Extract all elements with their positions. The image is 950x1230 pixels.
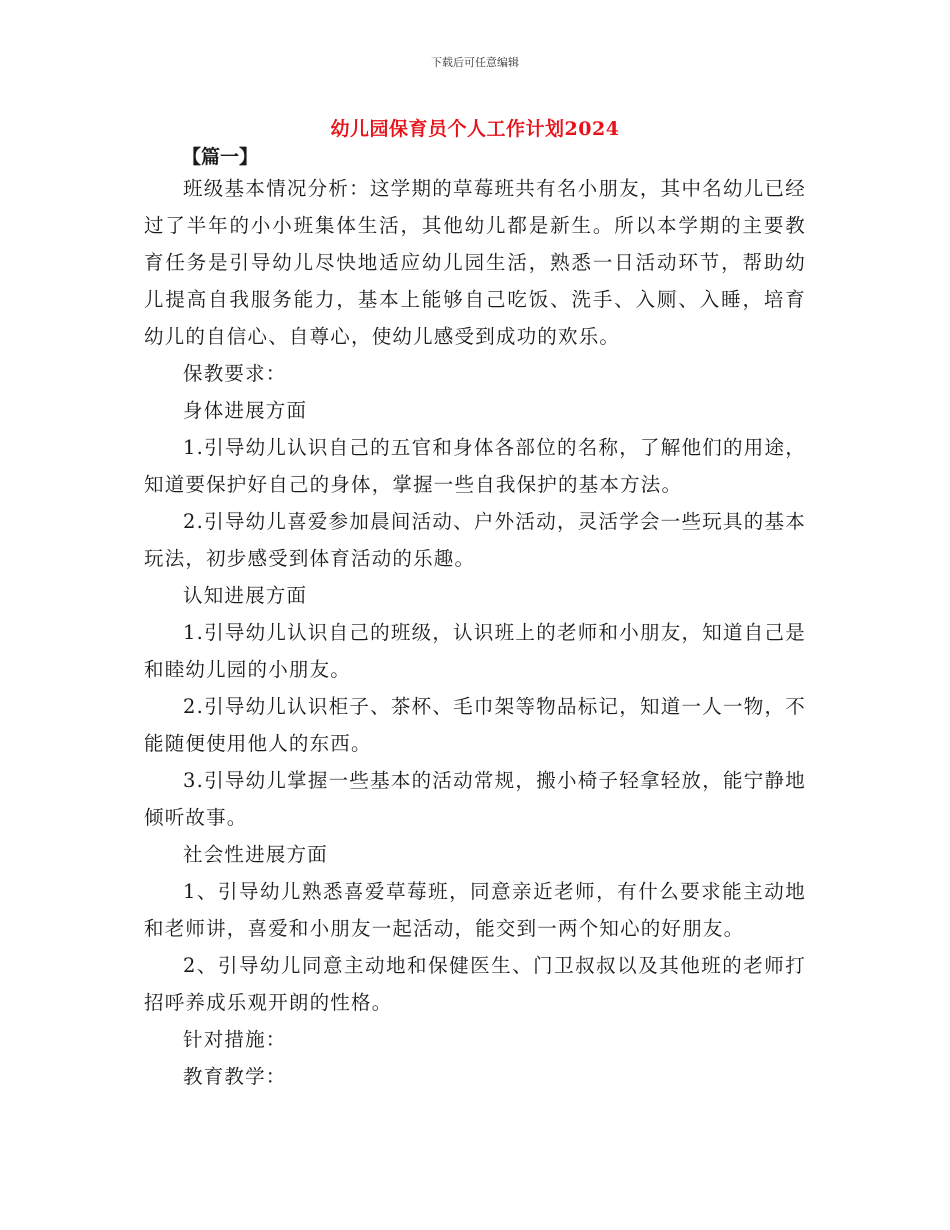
paragraph-cognitive-3: 3.引导幼儿掌握一些基本的活动常规，搬小椅子轻拿轻放，能宁静地倾听故事。 [144, 769, 806, 829]
paragraph-social-2: 2、引导幼儿同意主动地和保健医生、门卫叔叔以及其他班的老师打招呼养成乐观开朗的性格。 [144, 954, 806, 1014]
document-title: 幼儿园保育员个人工作计划2024 [330, 118, 620, 140]
section-label: 【篇一】 [182, 146, 259, 168]
paragraph-physical-heading: 身体进展方面 [183, 399, 308, 422]
paragraph-class-analysis: 班级基本情况分析：这学期的草莓班共有名小朋友，其中名幼儿已经过了半年的小小班集体生活，其他幼儿都是新生。所以本学期的主要教育任务是引导幼儿尽快地适应幼儿园生活，熟悉一日活动环节，帮助幼儿提高自我服务能力，基本上能够自己吃饭、洗手、入厕、入睡，培育幼儿的自信心、自尊心，使幼儿感受到成功的欢乐。 [144, 177, 806, 348]
document-body [144, 170, 806, 1095]
paragraph-social-1: 1、引导幼儿熟悉喜爱草莓班，同意亲近老师，有什么要求能主动地和老师讲，喜爱和小朋友一起活动，能交到一两个知心的好朋友。 [144, 880, 806, 940]
paragraph-teaching-heading: 教育教学： [183, 1065, 287, 1088]
paragraph-social-heading: 社会性进展方面 [183, 843, 328, 866]
paragraph-cognitive-heading: 认知进展方面 [183, 584, 308, 607]
paragraph-requirements-heading: 保教要求： [183, 362, 287, 385]
header-note: 下载后可任意编辑 [431, 56, 519, 69]
paragraph-measures-heading: 针对措施： [183, 1028, 287, 1051]
paragraph-physical-1: 1.引导幼儿认识自己的五官和身体各部位的名称，了解他们的用途，知道要保护好自己的身体，掌握一些自我保护的基本方法。 [144, 436, 806, 496]
paragraph-cognitive-2: 2.引导幼儿认识柜子、茶杯、毛巾架等物品标记，知道一人一物，不能随便使用他人的东西。 [144, 695, 806, 755]
paragraph-physical-2: 2.引导幼儿喜爱参加晨间活动、户外活动，灵活学会一些玩具的基本玩法，初步感受到体育活动的乐趣。 [144, 510, 806, 570]
paragraph-cognitive-1: 1.引导幼儿认识自己的班级，认识班上的老师和小朋友，知道自己是和睦幼儿园的小朋友。 [144, 621, 806, 681]
